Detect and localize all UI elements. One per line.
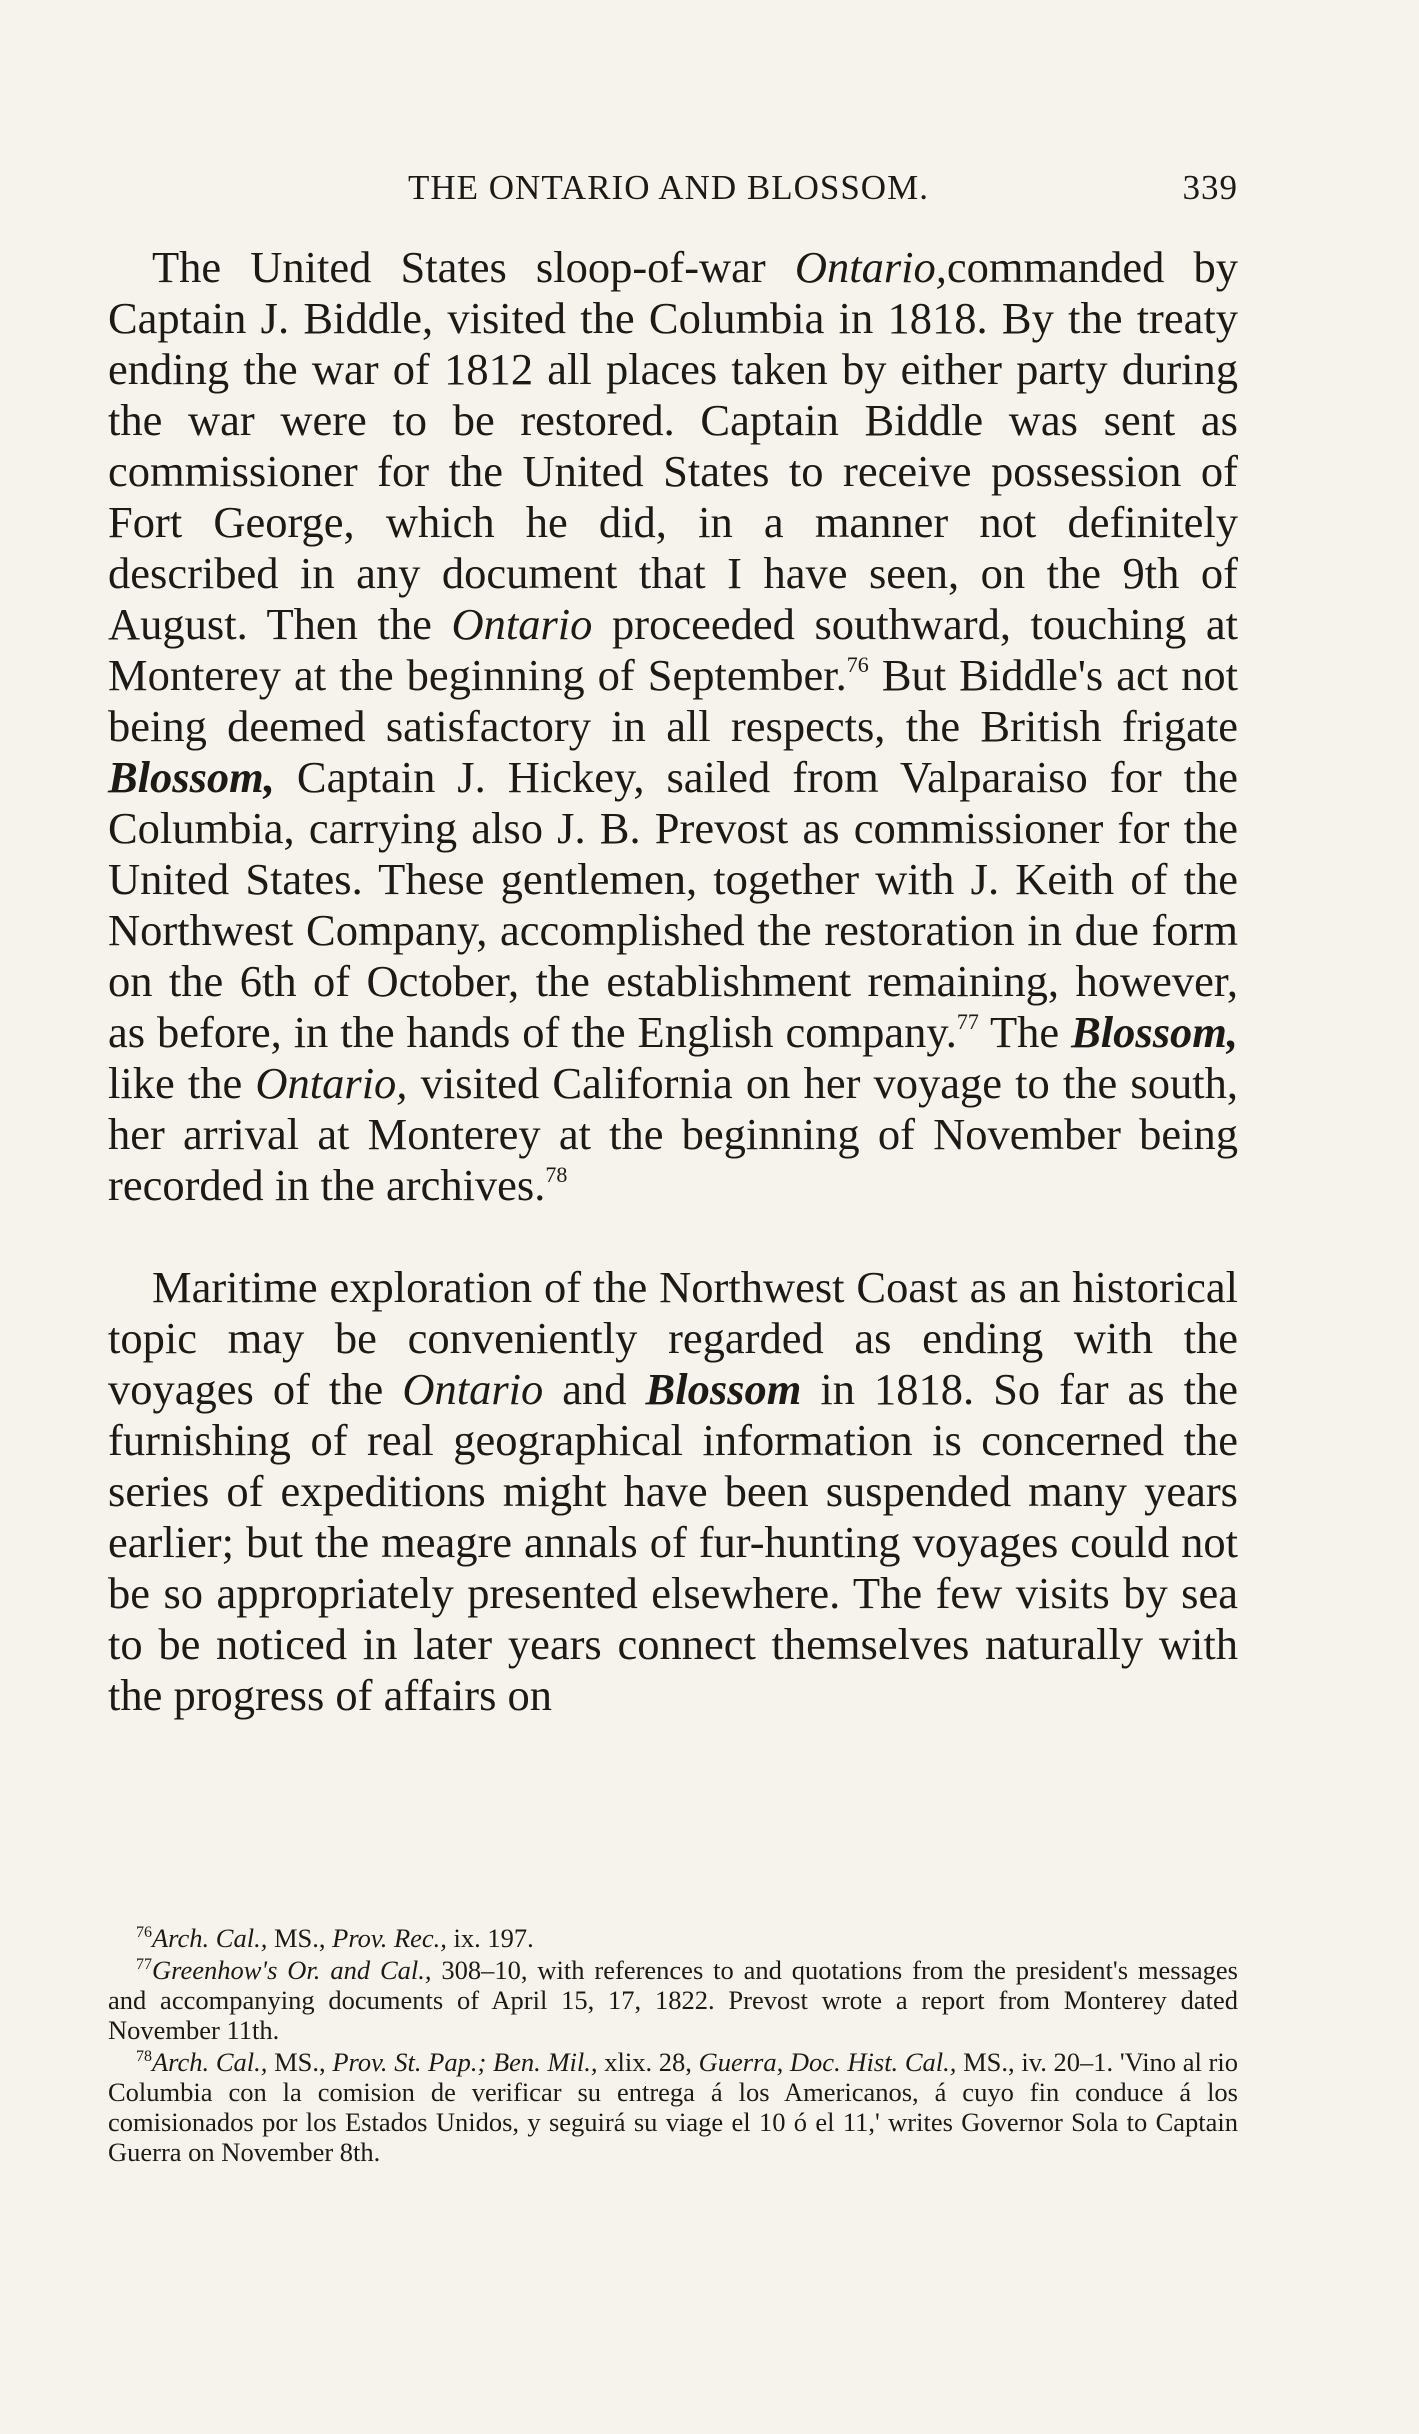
text-run: Captain J. Hickey, sailed from Valparaiso for the Columbia, carrying also J. B. Prevost as commissioner for the United States. These gentlemen, together with J. Keith of the Northwest Company, accomplished the restoration in due form on the 6th of October, the establishment remaining, however, as before, in the hands of the English company. [108, 752, 1238, 1057]
page-number: 339 [1182, 168, 1238, 207]
ship-name-blossom: Blossom [645, 1364, 802, 1414]
footnote-number: 77 [136, 1956, 152, 1973]
running-head: THE ONTARIO AND BLOSSOM. [408, 168, 929, 207]
footnote-78 [108, 2047, 1238, 2167]
text-run: like the [108, 1058, 256, 1108]
body-text [108, 242, 1238, 1721]
ship-name-ontario: Ontario [451, 599, 593, 649]
footnote-ref-78: 78 [545, 1162, 568, 1187]
citation: Arch. Cal., [152, 2047, 268, 2077]
ship-name-ontario: Ontario, [255, 1058, 408, 1108]
text-run: proceeded southward, touching at Monterey at the beginning of September. [108, 599, 1238, 700]
ship-name-blossom: Blossom, [108, 752, 275, 802]
paragraph-1 [108, 242, 1238, 1211]
paragraph-2 [108, 1262, 1238, 1721]
text-run: But Biddle's act not being deemed satisfactory in all respects, the British frigate [108, 650, 1238, 751]
footnote-77 [108, 1955, 1238, 2045]
ship-name-blossom: Blossom, [1071, 1007, 1238, 1057]
text-run: MS., [267, 2047, 333, 2077]
footnote-ref-77: 77 [956, 1009, 979, 1034]
footnote-number: 76 [136, 1924, 152, 1941]
text-run: The [978, 1007, 1072, 1057]
footnotes [108, 1923, 1238, 2169]
text-run: in 1818. So far as the furnishing of real geographical information is concerned the series of expeditions might have been suspended many years earlier; but the meagre annals of fur-hunting voyages could not be so appropriately presented elsewhere. The few visits by sea to be noticed in later years connect themselves naturally with the progress of affairs on [108, 1364, 1238, 1720]
text-run: MS., iv. 20–1. 'Vino al rio Columbia con la comision de verificar su entrega á los Americanos, á cuyo fin conduce á los comisionados por los Estados Unidos, y seguirá su viage el 10 ó el 11,' writes Governor Sola to Captain Guerra on November 8th. [108, 2047, 1238, 2167]
footnote-number: 78 [136, 2048, 152, 2065]
text-run: xlix. 28, [597, 2047, 699, 2077]
footnote-ref-76: 76 [846, 652, 869, 677]
footnote-76 [108, 1923, 1238, 1953]
text-run: ix. 197. [446, 1923, 534, 1953]
ship-name-ontario: Ontario, [794, 242, 947, 292]
text-run: Maritime exploration of the Northwest Coast as an historical topic may be conveniently regarded as ending with the voyages of the [108, 1262, 1238, 1414]
ship-name-ontario: Ontario [402, 1364, 544, 1414]
citation: Greenhow's Or. and Cal., [152, 1955, 432, 1985]
citation: Prov. Rec., [332, 1923, 447, 1953]
text-run: visited California on her voyage to the south, her arrival at Monterey at the beginning of November being recorded in the archives. [108, 1058, 1238, 1210]
citation: Arch. Cal., [152, 1923, 268, 1953]
text-run: MS., [267, 1923, 333, 1953]
text-run: The United States sloop-of-war [152, 242, 795, 292]
citation: Guerra, Doc. Hist. Cal., [698, 2047, 957, 2077]
text-run: commanded by Captain J. Biddle, visited the Columbia in 1818. By the treaty ending the war of 1812 all places taken by either party during the war were to be restored. Captain Biddle was sent as commissioner for the United States to receive possession of Fort George, which he did, in a manner not definitely described in any document that I have seen, on the 9th of August. Then the [108, 242, 1238, 649]
citation: Prov. St. Pap.; Ben. Mil., [332, 2047, 598, 2077]
text-run: 308–10, with references to and quotations from the president's messages and accompanying documents of April 15, 17, 1822. Prevost wrote a report from Monterey dated November 11th. [108, 1955, 1238, 2045]
text-run: and [543, 1364, 646, 1414]
